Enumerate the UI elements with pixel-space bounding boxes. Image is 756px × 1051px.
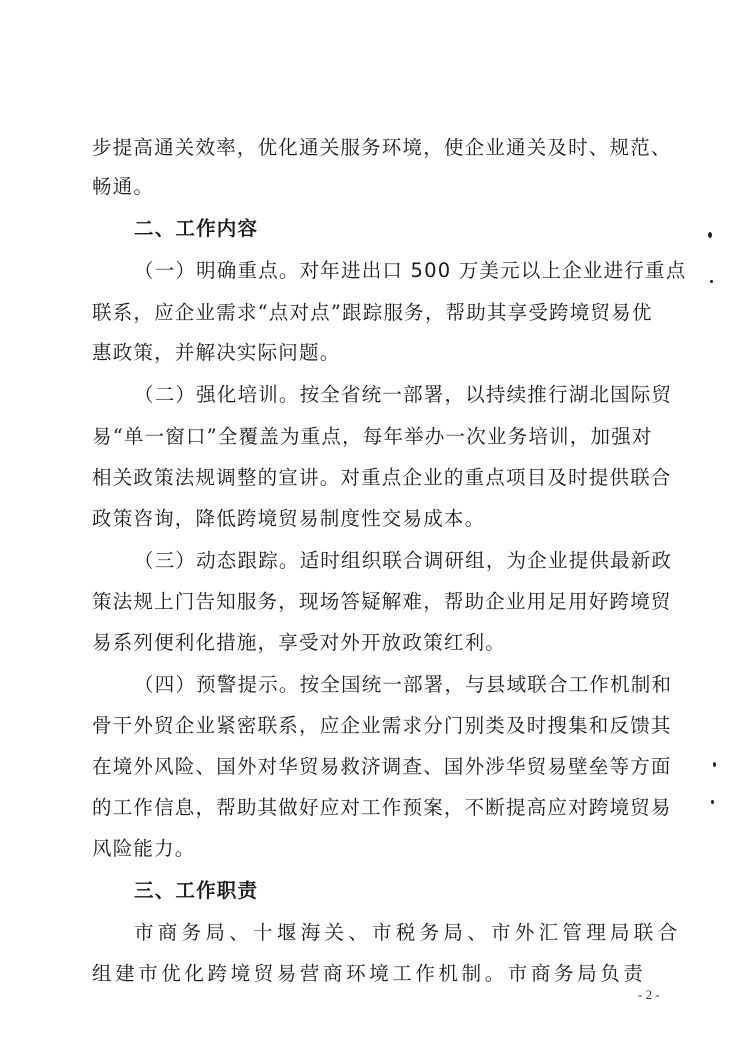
- line-text: 组建市优化跨境贸易营商环境工作机制。市商务局负责: [92, 962, 647, 985]
- paragraph-line: [0, 129, 756, 167]
- paragraph-line: [0, 830, 756, 868]
- paragraph-line: [0, 294, 756, 332]
- section-heading-content: [0, 210, 756, 248]
- page-number: - 2 -: [638, 987, 660, 1002]
- line-text: 联系，应企业需求“点对点”跟踪服务，帮助其享受跨境贸易优: [92, 301, 653, 324]
- scan-speck: [711, 800, 714, 804]
- line-text: 风险能力。: [92, 837, 196, 860]
- line-text: 惠政策，并解决实际问题。: [92, 341, 341, 364]
- paragraph-line: [0, 624, 756, 662]
- line-text: （一）明确重点。对年进出口 500 万美元以上企业进行重点: [134, 259, 687, 282]
- line-text: 相关政策法规调整的宣讲。对重点企业的重点项目及时提供联合: [92, 466, 672, 489]
- paragraph-line: [0, 168, 756, 206]
- paragraph-line: [0, 666, 756, 704]
- paragraph-line: [0, 418, 756, 456]
- line-text: 骨干外贸企业紧密联系，应企业需求分门别类及时搜集和反馈其: [92, 714, 672, 737]
- scan-speck: [708, 232, 712, 238]
- line-text: 在境外风险、国外对华贸易救济调查、国外涉华贸易壁垒等方面: [92, 755, 672, 778]
- paragraph-line: [0, 789, 756, 827]
- heading-text: 三、工作职责: [134, 879, 259, 902]
- line-text: 步提高通关效率，优化通关服务环境，使企业通关及时、规范、: [92, 136, 672, 159]
- line-text: （三）动态跟踪。适时组织联合调研组，为企业提供最新政: [134, 549, 673, 572]
- line-text: 策法规上门告知服务，现场答疑解难，帮助企业用足用好跨境贸: [92, 590, 672, 613]
- line-text: 的工作信息，帮助其做好应对工作预案，不断提高应对跨境贸易: [92, 796, 672, 819]
- scan-speck: [713, 762, 716, 767]
- heading-text: 二、工作内容: [134, 217, 259, 240]
- paragraph-line: [0, 500, 756, 538]
- paragraph-line: [0, 334, 756, 372]
- paragraph-line: [0, 748, 756, 786]
- line-text: 易系列便利化措施，享受对外开放政策红利。: [92, 631, 507, 654]
- paragraph-line: [0, 914, 756, 952]
- paragraph-line: [0, 252, 756, 290]
- scan-speck: [710, 280, 713, 283]
- line-text: 畅通。: [92, 175, 155, 198]
- section-heading-duties: [0, 872, 756, 910]
- line-text: 政策咨询，降低跨境贸易制度性交易成本。: [92, 507, 486, 530]
- paragraph-line: [0, 707, 756, 745]
- paragraph-line: [0, 459, 756, 497]
- line-text: （四）预警提示。按全国统一部署，与县域联合工作机制和: [134, 673, 673, 696]
- line-text: 市商务局、十堰海关、市税务局、市外汇管理局联合: [134, 921, 682, 944]
- paragraph-line: [0, 542, 756, 580]
- paragraph-line: [0, 583, 756, 621]
- line-text: （二）强化培训。按全省统一部署，以持续推行湖北国际贸: [134, 383, 673, 406]
- paragraph-line: [0, 376, 756, 414]
- line-text: 易“单一窗口”全覆盖为重点，每年举办一次业务培训，加强对: [92, 425, 653, 448]
